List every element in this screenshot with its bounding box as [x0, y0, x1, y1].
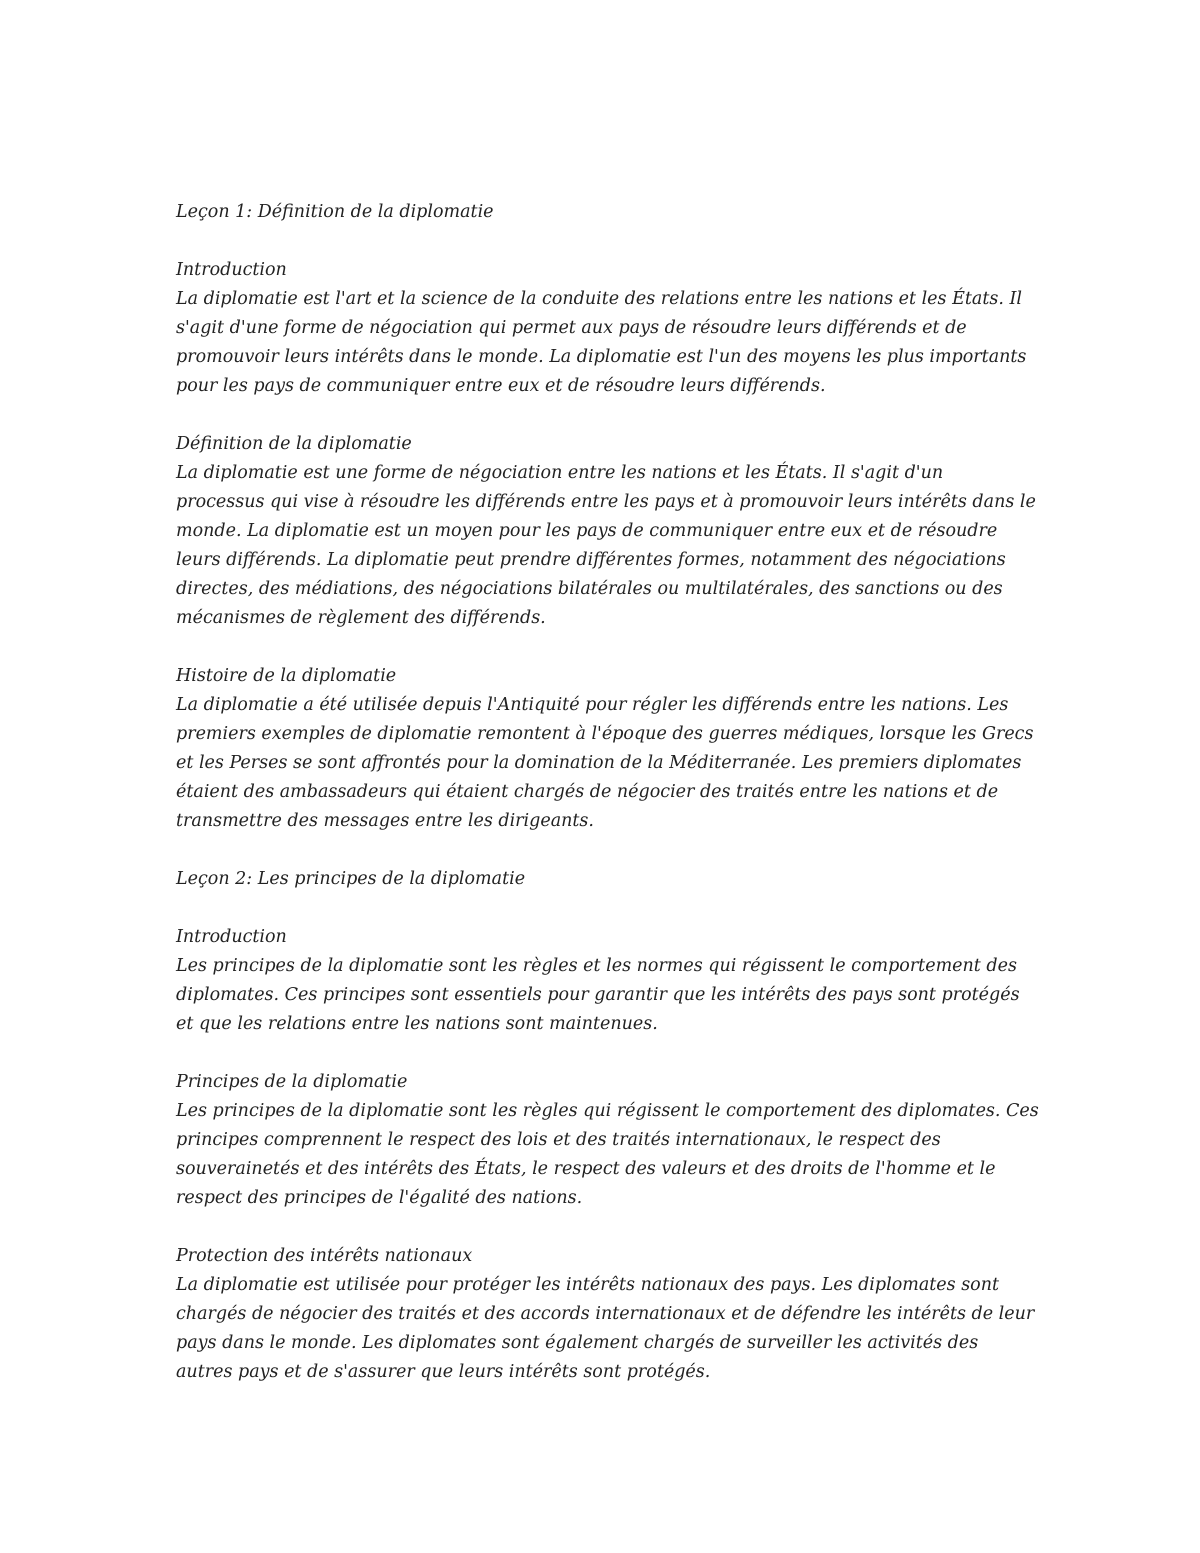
paragraph-line: principes comprennent le respect des lois et des traités internationaux, le respect des	[176, 1130, 941, 1150]
lesson-2-principles-section	[176, 1068, 1039, 1213]
paragraph-line: pays dans le monde. Les diplomates sont également chargés de surveiller les activités des	[176, 1333, 979, 1353]
paragraph-line: processus qui vise à résoudre les différends entre les pays et à promouvoir leurs intérêts dans le	[176, 492, 1036, 512]
section-heading: Introduction	[176, 260, 287, 280]
paragraph-line: transmettre des messages entre les dirigeants.	[176, 811, 594, 831]
paragraph-line: directes, des médiations, des négociations bilatérales ou multilatérales, des sanctions ou des	[176, 579, 1003, 599]
paragraph-line: chargés de négocier des traités et des accords internationaux et de défendre les intérêts de leur	[176, 1304, 1035, 1324]
spacer	[176, 633, 1036, 662]
paragraph-line: et que les relations entre les nations sont maintenues.	[176, 1014, 658, 1034]
paragraph-line: promouvoir leurs intérêts dans le monde. La diplomatie est l'un des moyens les plus importants	[176, 347, 1027, 367]
paragraph-line: diplomates. Ces principes sont essentiels pour garantir que les intérêts des pays sont protégés	[176, 985, 1020, 1005]
section-heading: Protection des intérêts nationaux	[176, 1246, 473, 1266]
spacer	[176, 227, 1036, 256]
section-heading: Histoire de la diplomatie	[176, 666, 397, 686]
paragraph-line: mécanismes de règlement des différends.	[176, 608, 546, 628]
paragraph-line: Les principes de la diplomatie sont les règles qui régissent le comportement des diplomates. Ces	[176, 1101, 1039, 1121]
paragraph-line: Les principes de la diplomatie sont les règles et les normes qui régissent le comportement des	[176, 956, 1017, 976]
paragraph-line: monde. La diplomatie est un moyen pour les pays de communiquer entre eux et de résoudre	[176, 521, 998, 541]
lesson-1-introduction-section	[176, 256, 1036, 401]
paragraph-line: premiers exemples de diplomatie remontent à l'époque des guerres médiques, lorsque les Grecs	[176, 724, 1034, 744]
section-heading: Introduction	[176, 927, 287, 947]
paragraph-line: autres pays et de s'assurer que leurs intérêts sont protégés.	[176, 1362, 711, 1382]
paragraph-line: La diplomatie est utilisée pour protéger les intérêts nationaux des pays. Les diplomates sont	[176, 1275, 1000, 1295]
paragraph-line: respect des principes de l'égalité des nations.	[176, 1188, 583, 1208]
paragraph-line: La diplomatie est l'art et la science de la conduite des relations entre les nations et les États. Il	[176, 289, 1022, 309]
lesson-2-protection-section	[176, 1242, 1036, 1387]
paragraph-line: leurs différends. La diplomatie peut prendre différentes formes, notamment des négociations	[176, 550, 1006, 570]
paragraph-line: s'agit d'une forme de négociation qui permet aux pays de résoudre leurs différends et de	[176, 318, 967, 338]
spacer	[176, 1039, 1036, 1068]
spacer	[176, 894, 1036, 923]
lesson-1-title: Leçon 1: Définition de la diplomatie	[176, 202, 494, 222]
spacer	[176, 836, 1036, 865]
lesson-1-history-section	[176, 662, 1036, 836]
section-heading: Définition de la diplomatie	[176, 434, 412, 454]
section-heading: Principes de la diplomatie	[176, 1072, 408, 1092]
paragraph-line: souverainetés et des intérêts des États, le respect des valeurs et des droits de l'homme et le	[176, 1159, 996, 1179]
paragraph-line: La diplomatie a été utilisée depuis l'Antiquité pour régler les différends entre les nations. Les	[176, 695, 1009, 715]
paragraph-line: pour les pays de communiquer entre eux et de résoudre leurs différends.	[176, 376, 826, 396]
paragraph-line: étaient des ambassadeurs qui étaient chargés de négocier des traités entre les nations et de	[176, 782, 999, 802]
spacer	[176, 401, 1036, 430]
lesson-2-title: Leçon 2: Les principes de la diplomatie	[176, 869, 526, 889]
document-body	[176, 198, 1039, 1387]
paragraph-line: La diplomatie est une forme de négociation entre les nations et les États. Il s'agit d'un	[176, 463, 944, 483]
lesson-2-introduction-section	[176, 923, 1036, 1039]
spacer	[176, 1213, 1036, 1242]
lesson-1-definition-section	[176, 430, 1036, 633]
paragraph-line: et les Perses se sont affrontés pour la domination de la Méditerranée. Les premiers diplomates	[176, 753, 1022, 773]
